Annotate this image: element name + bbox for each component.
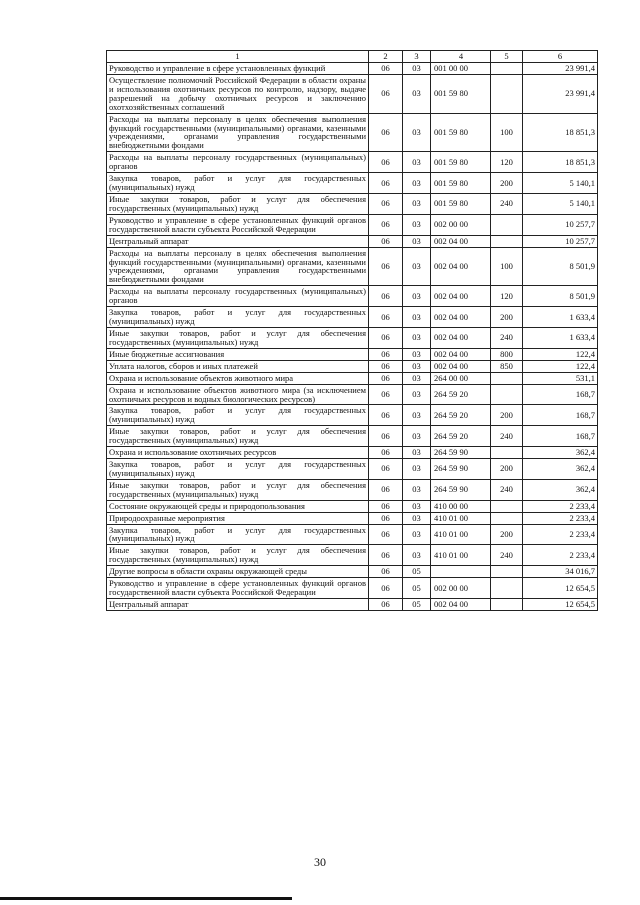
- row-subsection-cell: 03: [403, 307, 431, 328]
- row-expense-type-cell: [491, 74, 523, 113]
- row-expense-type-cell: 800: [491, 348, 523, 360]
- row-expense-type-cell: 240: [491, 193, 523, 214]
- row-section-cell: 06: [369, 152, 403, 173]
- row-section-cell: 06: [369, 512, 403, 524]
- row-section-cell: 06: [369, 74, 403, 113]
- row-section-cell: 06: [369, 447, 403, 459]
- row-name-cell: Охрана и использование объектов животного мира: [107, 372, 369, 384]
- header-col-1: 1: [107, 51, 369, 63]
- row-amount-cell: 1 633,4: [523, 327, 598, 348]
- row-name-cell: Закупка товаров, работ и услуг для государственных (муниципальных) нужд: [107, 307, 369, 328]
- row-target-article-cell: 410 00 00: [431, 500, 491, 512]
- table-row: [107, 500, 598, 512]
- table-row: [107, 447, 598, 459]
- row-amount-cell: 12 654,5: [523, 578, 598, 599]
- row-section-cell: 06: [369, 113, 403, 152]
- row-expense-type-cell: [491, 372, 523, 384]
- row-section-cell: 06: [369, 307, 403, 328]
- row-expense-type-cell: [491, 63, 523, 75]
- table-row: [107, 113, 598, 152]
- row-expense-type-cell: 100: [491, 113, 523, 152]
- row-name-cell: Закупка товаров, работ и услуг для государственных (муниципальных) нужд: [107, 524, 369, 545]
- row-name-cell: Состояние окружающей среды и природопользования: [107, 500, 369, 512]
- row-amount-cell: 168,7: [523, 384, 598, 405]
- row-expense-type-cell: 100: [491, 247, 523, 286]
- table-row: [107, 599, 598, 611]
- row-section-cell: 06: [369, 348, 403, 360]
- row-section-cell: 06: [369, 214, 403, 235]
- row-amount-cell: 2 233,4: [523, 512, 598, 524]
- table-row: [107, 512, 598, 524]
- row-amount-cell: 168,7: [523, 405, 598, 426]
- row-section-cell: 06: [369, 372, 403, 384]
- row-amount-cell: 23 991,4: [523, 74, 598, 113]
- row-target-article-cell: 002 04 00: [431, 286, 491, 307]
- row-subsection-cell: 03: [403, 348, 431, 360]
- row-target-article-cell: 002 04 00: [431, 247, 491, 286]
- header-col-4: 4: [431, 51, 491, 63]
- row-subsection-cell: 03: [403, 74, 431, 113]
- row-expense-type-cell: [491, 214, 523, 235]
- row-subsection-cell: 03: [403, 447, 431, 459]
- row-name-cell: Закупка товаров, работ и услуг для государственных (муниципальных) нужд: [107, 405, 369, 426]
- row-expense-type-cell: 850: [491, 360, 523, 372]
- table-row: [107, 479, 598, 500]
- row-target-article-cell: 002 04 00: [431, 360, 491, 372]
- row-expense-type-cell: 120: [491, 286, 523, 307]
- row-subsection-cell: 05: [403, 578, 431, 599]
- row-expense-type-cell: 200: [491, 307, 523, 328]
- row-amount-cell: 362,4: [523, 459, 598, 480]
- header-col-6: 6: [523, 51, 598, 63]
- table-row: [107, 235, 598, 247]
- row-subsection-cell: 03: [403, 360, 431, 372]
- row-target-article-cell: 410 01 00: [431, 545, 491, 566]
- row-subsection-cell: 03: [403, 384, 431, 405]
- row-subsection-cell: 03: [403, 545, 431, 566]
- row-amount-cell: 531,1: [523, 372, 598, 384]
- row-name-cell: Руководство и управление в сфере установленных функций органов государственной власти субъекта Российской Федерации: [107, 578, 369, 599]
- row-target-article-cell: 264 00 00: [431, 372, 491, 384]
- row-section-cell: 06: [369, 173, 403, 194]
- table-row: [107, 426, 598, 447]
- row-subsection-cell: 03: [403, 524, 431, 545]
- table-row: [107, 74, 598, 113]
- row-name-cell: Охрана и использование объектов животного мира (за исключением охотничьих ресурсов и водных биологических ресурсов): [107, 384, 369, 405]
- row-section-cell: 06: [369, 459, 403, 480]
- row-section-cell: 06: [369, 193, 403, 214]
- row-expense-type-cell: 240: [491, 327, 523, 348]
- row-expense-type-cell: 240: [491, 545, 523, 566]
- row-amount-cell: 122,4: [523, 360, 598, 372]
- row-name-cell: Расходы на выплаты персоналу в целях обеспечения выполнения функций государственными (муниципальными) органами, казенными учреждениями, органами управления государственными внебюджетными фондами: [107, 113, 369, 152]
- row-name-cell: Иные закупки товаров, работ и услуг для обеспечения государственных (муниципальных) нужд: [107, 545, 369, 566]
- budget-table: [106, 50, 598, 611]
- row-amount-cell: 10 257,7: [523, 235, 598, 247]
- table-row: [107, 578, 598, 599]
- row-section-cell: 06: [369, 566, 403, 578]
- row-expense-type-cell: [491, 500, 523, 512]
- row-name-cell: Иные закупки товаров, работ и услуг для обеспечения государственных (муниципальных) нужд: [107, 426, 369, 447]
- row-section-cell: 06: [369, 327, 403, 348]
- row-target-article-cell: 002 04 00: [431, 235, 491, 247]
- row-amount-cell: 2 233,4: [523, 545, 598, 566]
- row-section-cell: 06: [369, 63, 403, 75]
- row-subsection-cell: 03: [403, 173, 431, 194]
- table-row: [107, 247, 598, 286]
- table-row: [107, 307, 598, 328]
- table-row: [107, 566, 598, 578]
- row-subsection-cell: 03: [403, 152, 431, 173]
- row-expense-type-cell: 240: [491, 479, 523, 500]
- header-col-3: 3: [403, 51, 431, 63]
- table-row: [107, 214, 598, 235]
- row-subsection-cell: 03: [403, 500, 431, 512]
- row-subsection-cell: 03: [403, 113, 431, 152]
- row-amount-cell: 18 851,3: [523, 152, 598, 173]
- row-name-cell: Иные бюджетные ассигнования: [107, 348, 369, 360]
- row-expense-type-cell: [491, 512, 523, 524]
- row-expense-type-cell: 200: [491, 524, 523, 545]
- row-target-article-cell: 002 04 00: [431, 348, 491, 360]
- row-section-cell: 06: [369, 479, 403, 500]
- row-target-article-cell: 002 00 00: [431, 214, 491, 235]
- row-name-cell: Охрана и использование охотничьих ресурсов: [107, 447, 369, 459]
- row-amount-cell: 1 633,4: [523, 307, 598, 328]
- row-subsection-cell: 03: [403, 372, 431, 384]
- row-subsection-cell: 03: [403, 247, 431, 286]
- table-row: [107, 524, 598, 545]
- row-amount-cell: 10 257,7: [523, 214, 598, 235]
- row-amount-cell: 18 851,3: [523, 113, 598, 152]
- row-name-cell: Расходы на выплаты персоналу в целях обеспечения выполнения функций государственными (муниципальными) органами, казенными учреждениями, органами управления государственными внебюджетными фондами: [107, 247, 369, 286]
- row-target-article-cell: [431, 566, 491, 578]
- row-target-article-cell: 001 00 00: [431, 63, 491, 75]
- table-row: [107, 327, 598, 348]
- table-row: [107, 384, 598, 405]
- row-name-cell: Руководство и управление в сфере установленных функций органов государственной власти субъекта Российской Федерации: [107, 214, 369, 235]
- row-expense-type-cell: 200: [491, 405, 523, 426]
- footer-rule: [0, 897, 292, 900]
- table-row: [107, 459, 598, 480]
- table-row: [107, 63, 598, 75]
- row-expense-type-cell: [491, 578, 523, 599]
- row-target-article-cell: 002 04 00: [431, 307, 491, 328]
- row-amount-cell: 362,4: [523, 479, 598, 500]
- table-header-row: [107, 51, 598, 63]
- row-target-article-cell: 002 04 00: [431, 599, 491, 611]
- row-expense-type-cell: 240: [491, 426, 523, 447]
- row-section-cell: 06: [369, 599, 403, 611]
- row-target-article-cell: 264 59 90: [431, 459, 491, 480]
- row-subsection-cell: 03: [403, 327, 431, 348]
- row-subsection-cell: 03: [403, 286, 431, 307]
- row-name-cell: Уплата налогов, сборов и иных платежей: [107, 360, 369, 372]
- row-name-cell: Закупка товаров, работ и услуг для государственных (муниципальных) нужд: [107, 173, 369, 194]
- row-amount-cell: 23 991,4: [523, 63, 598, 75]
- row-section-cell: 06: [369, 360, 403, 372]
- row-name-cell: Закупка товаров, работ и услуг для государственных (муниципальных) нужд: [107, 459, 369, 480]
- row-section-cell: 06: [369, 545, 403, 566]
- row-subsection-cell: 03: [403, 214, 431, 235]
- row-expense-type-cell: 200: [491, 459, 523, 480]
- table-row: [107, 545, 598, 566]
- row-target-article-cell: 001 59 80: [431, 173, 491, 194]
- row-amount-cell: 8 501,9: [523, 286, 598, 307]
- row-name-cell: Руководство и управление в сфере установленных функций: [107, 63, 369, 75]
- row-target-article-cell: 002 00 00: [431, 578, 491, 599]
- row-amount-cell: 12 654,5: [523, 599, 598, 611]
- row-target-article-cell: 001 59 80: [431, 74, 491, 113]
- row-expense-type-cell: [491, 599, 523, 611]
- row-section-cell: 06: [369, 426, 403, 447]
- row-target-article-cell: 002 04 00: [431, 327, 491, 348]
- table-row: [107, 360, 598, 372]
- row-amount-cell: 362,4: [523, 447, 598, 459]
- row-section-cell: 06: [369, 247, 403, 286]
- row-subsection-cell: 05: [403, 566, 431, 578]
- row-name-cell: Центральный аппарат: [107, 235, 369, 247]
- row-expense-type-cell: [491, 566, 523, 578]
- row-section-cell: 06: [369, 524, 403, 545]
- row-subsection-cell: 03: [403, 426, 431, 447]
- row-expense-type-cell: 120: [491, 152, 523, 173]
- row-name-cell: Иные закупки товаров, работ и услуг для обеспечения государственных (муниципальных) нужд: [107, 193, 369, 214]
- row-name-cell: Центральный аппарат: [107, 599, 369, 611]
- row-amount-cell: 168,7: [523, 426, 598, 447]
- row-amount-cell: 8 501,9: [523, 247, 598, 286]
- row-amount-cell: 34 016,7: [523, 566, 598, 578]
- row-name-cell: Природоохранные мероприятия: [107, 512, 369, 524]
- row-name-cell: Другие вопросы в области охраны окружающей среды: [107, 566, 369, 578]
- row-subsection-cell: 03: [403, 459, 431, 480]
- row-target-article-cell: 264 59 20: [431, 426, 491, 447]
- table-row: [107, 286, 598, 307]
- table-body: [107, 63, 598, 611]
- row-amount-cell: 2 233,4: [523, 524, 598, 545]
- row-target-article-cell: 264 59 90: [431, 479, 491, 500]
- row-subsection-cell: 03: [403, 63, 431, 75]
- row-target-article-cell: 264 59 20: [431, 405, 491, 426]
- row-expense-type-cell: [491, 235, 523, 247]
- row-subsection-cell: 03: [403, 512, 431, 524]
- header-col-5: 5: [491, 51, 523, 63]
- row-subsection-cell: 05: [403, 599, 431, 611]
- row-subsection-cell: 03: [403, 235, 431, 247]
- row-section-cell: 06: [369, 578, 403, 599]
- row-target-article-cell: 410 01 00: [431, 524, 491, 545]
- row-expense-type-cell: [491, 447, 523, 459]
- row-name-cell: Расходы на выплаты персоналу государственных (муниципальных) органов: [107, 286, 369, 307]
- row-section-cell: 06: [369, 405, 403, 426]
- row-amount-cell: 2 233,4: [523, 500, 598, 512]
- row-target-article-cell: 264 59 20: [431, 384, 491, 405]
- row-subsection-cell: 03: [403, 193, 431, 214]
- table-row: [107, 173, 598, 194]
- row-target-article-cell: 001 59 80: [431, 193, 491, 214]
- table-row: [107, 372, 598, 384]
- row-target-article-cell: 001 59 80: [431, 152, 491, 173]
- table-row: [107, 193, 598, 214]
- row-expense-type-cell: [491, 384, 523, 405]
- row-name-cell: Осуществление полномочий Российской Федерации в области охраны и использования охотничьих ресурсов по контролю, надзору, выдаче разрешений на добычу охотничьих ресурсов и заключению охотхозяйственных соглашений: [107, 74, 369, 113]
- row-subsection-cell: 03: [403, 405, 431, 426]
- row-section-cell: 06: [369, 235, 403, 247]
- row-name-cell: Расходы на выплаты персоналу государственных (муниципальных) органов: [107, 152, 369, 173]
- row-name-cell: Иные закупки товаров, работ и услуг для обеспечения государственных (муниципальных) нужд: [107, 327, 369, 348]
- row-section-cell: 06: [369, 384, 403, 405]
- row-name-cell: Иные закупки товаров, работ и услуг для обеспечения государственных (муниципальных) нужд: [107, 479, 369, 500]
- table-row: [107, 348, 598, 360]
- row-target-article-cell: 001 59 80: [431, 113, 491, 152]
- row-expense-type-cell: 200: [491, 173, 523, 194]
- page-number: 30: [314, 855, 326, 869]
- row-subsection-cell: 03: [403, 479, 431, 500]
- row-section-cell: 06: [369, 500, 403, 512]
- row-target-article-cell: 264 59 90: [431, 447, 491, 459]
- row-amount-cell: 122,4: [523, 348, 598, 360]
- row-section-cell: 06: [369, 286, 403, 307]
- table-row: [107, 405, 598, 426]
- row-amount-cell: 5 140,1: [523, 193, 598, 214]
- header-col-2: 2: [369, 51, 403, 63]
- row-target-article-cell: 410 01 00: [431, 512, 491, 524]
- row-amount-cell: 5 140,1: [523, 173, 598, 194]
- table-row: [107, 152, 598, 173]
